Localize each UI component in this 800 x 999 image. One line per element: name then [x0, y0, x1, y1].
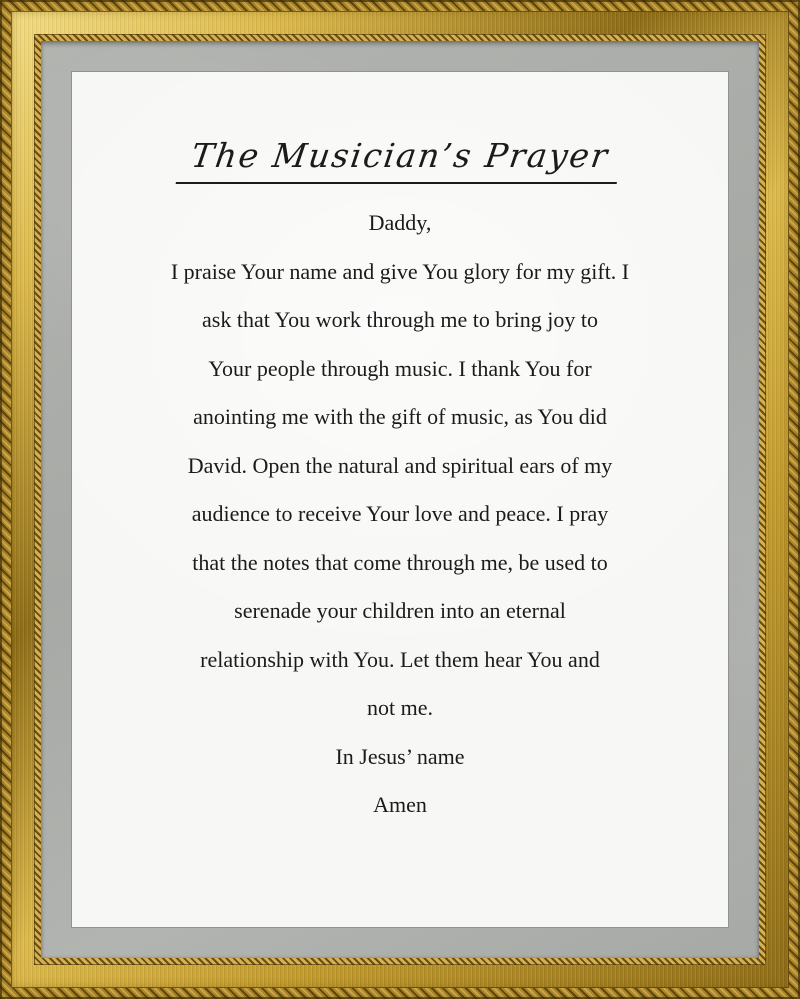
gray-mat	[41, 41, 759, 958]
prayer-line: Amen	[373, 792, 427, 817]
prayer-paper	[71, 71, 729, 928]
prayer-line: ask that You work through me to bring joy to	[202, 307, 598, 332]
prayer-line: In Jesus’ name	[335, 743, 465, 769]
prayer-line: serenade your children into an eternal	[234, 598, 566, 623]
gold-bevel-border	[11, 11, 789, 988]
prayer-title: The Musician’s Prayer	[176, 136, 624, 184]
prayer-line: that the notes that come through me, be used to	[192, 549, 608, 575]
prayer-line: not me.	[367, 695, 433, 720]
prayer-text	[72, 199, 728, 830]
beaded-inner-border	[34, 34, 766, 965]
title-wrap	[72, 136, 728, 184]
prayer-line: Your people through music. I thank You for	[208, 355, 592, 381]
prayer-line: relationship with You. Let them hear You and	[200, 646, 600, 672]
prayer-line: David. Open the natural and spiritual ears of my	[187, 452, 613, 478]
prayer-line: I praise Your name and give You glory for my gift. I	[170, 258, 630, 284]
prayer-line: anointing me with the gift of music, as You did	[193, 404, 607, 429]
prayer-line: Daddy,	[368, 210, 432, 235]
prayer-line: audience to receive Your love and peace. I pray	[191, 501, 609, 526]
